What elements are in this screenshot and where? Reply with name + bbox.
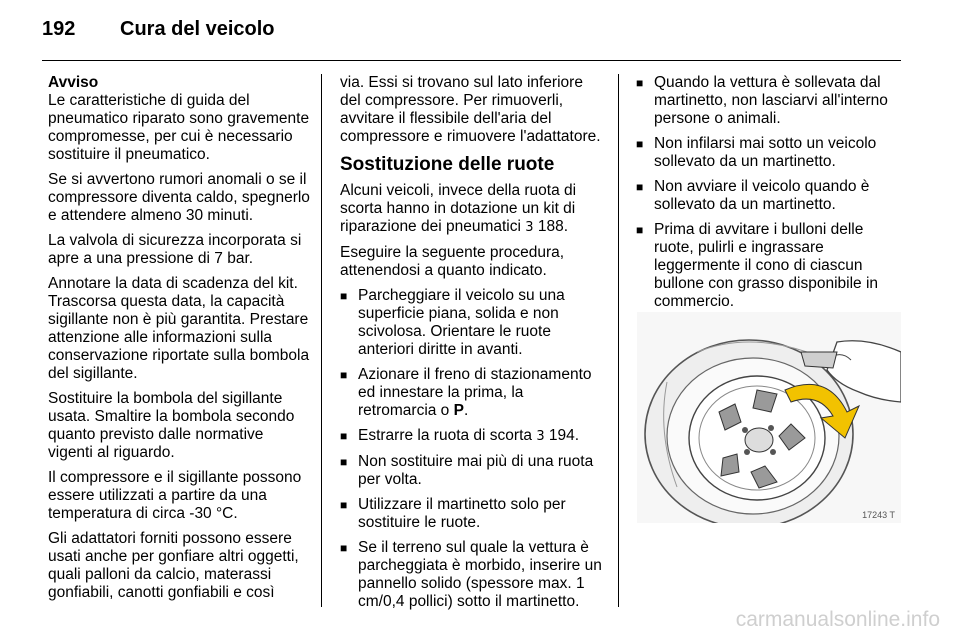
intro-paragraph-2: Eseguire la seguente procedura, attenendosi a quanto indicato. [340, 244, 565, 279]
paragraph: La valvola di sicurezza incorporata si apre a una pressione di 7 bar. [48, 232, 302, 267]
procedure-list [340, 287, 605, 611]
list-item: ■ Non avviare il veicolo quando è sollevato da un martinetto. [636, 178, 901, 214]
figure-id: 17243 T [862, 510, 895, 520]
header-rule [42, 60, 901, 61]
paragraph: Annotare la data di scadenza del kit. Trascorsa questa data, la capacità sigillante non è più garantita. Prestare attenzione alle informazioni sulla conservazione riportate sulla bombola del sigillante. [48, 275, 310, 382]
column-2 [340, 74, 605, 618]
list-item-suffix: . [463, 402, 469, 419]
column-divider [618, 74, 619, 607]
list-item: ■ Parcheggiare il veicolo su una superficie piana, solida e non scivolosa. Orientare le ruote anteriori diritte in avanti. [340, 287, 605, 359]
list-item-text: Estrarre la ruota di scorta [358, 427, 533, 444]
gear-p-label: P [453, 402, 464, 419]
page-title: Cura del veicolo [120, 18, 275, 40]
watermark: carmanualsonline.info [735, 608, 940, 631]
list-item: ■ Se il terreno sul quale la vettura è parcheggiata è morbido, inserire un pannello solido (spessore max. 1 cm/0,4 pollici) sotto il martinetto. [340, 539, 605, 611]
list-item: ■ Prima di avvitare i bulloni delle ruote, pulirli e ingrassare leggermente il cono di ciascun bullone con grasso disponibile in commercio. [636, 221, 901, 311]
list-item: ■ Non infilarsi mai sotto un veicolo sollevato da un martinetto. [636, 135, 901, 171]
column-divider [321, 74, 322, 607]
paragraph: Sostituire la bombola del sigillante usata. Smaltire la bombola secondo quanto previsto dalle normative vigenti al riguardo. [48, 390, 295, 461]
page-number: 192 [42, 18, 76, 40]
page-reference-icon: 3 [536, 429, 545, 444]
wheel-illustration [637, 312, 901, 523]
list-item [340, 427, 605, 446]
list-item-ref-page: 194. [548, 427, 580, 444]
wheel-drawing [637, 312, 901, 523]
continued-paragraph: via. Essi si trovano sul lato inferiore del compressore. Per rimuoverli, avvitare il flessibile dell'aria del compressore e rimuovere l'adattatore. [340, 74, 601, 145]
list-item [340, 366, 605, 420]
page-header [42, 18, 275, 48]
column-1 [48, 74, 310, 609]
intro-ref-page: 188. [537, 218, 569, 235]
paragraph: Gli adattatori forniti possono essere usati anche per gonfiare altri oggetti, quali palloni da calcio, materassi gonfiabili, canotti gonfiabili e così [48, 530, 299, 601]
list-item: ■ Utilizzare il martinetto solo per sostituire le ruote. [340, 496, 605, 532]
intro-text: Alcuni veicoli, invece della ruota di scorta hanno in dotazione un kit di riparazione dei pneumatici [340, 182, 577, 235]
list-item: ■ Quando la vettura è sollevata dal martinetto, non lasciarvi all'interno persone o animali. [636, 74, 901, 128]
safety-list [636, 74, 901, 311]
paragraph: Se si avvertono rumori anomali o se il compressore diventa caldo, spegnerlo e attendere almeno 30 minuti. [48, 171, 310, 224]
section-title: Sostituzione delle ruote [340, 154, 555, 175]
list-item-text: Azionare il freno di stazionamento ed innestare la prima, la retromarcia o [358, 366, 592, 419]
paragraph: Le caratteristiche di guida del pneumatico riparato sono gravemente compromesse, per cui è necessario sostituire il pneumatico. [48, 92, 310, 163]
notice-heading: Avviso [48, 74, 99, 91]
intro-paragraph [340, 182, 605, 237]
column-3 [636, 74, 901, 318]
paragraph: Il compressore e il sigillante possono essere utilizzati a partire da una temperatura di circa -30 °C. [48, 469, 302, 522]
page-reference-icon: 3 [525, 220, 534, 235]
list-item: ■ Non sostituire mai più di una ruota per volta. [340, 453, 605, 489]
